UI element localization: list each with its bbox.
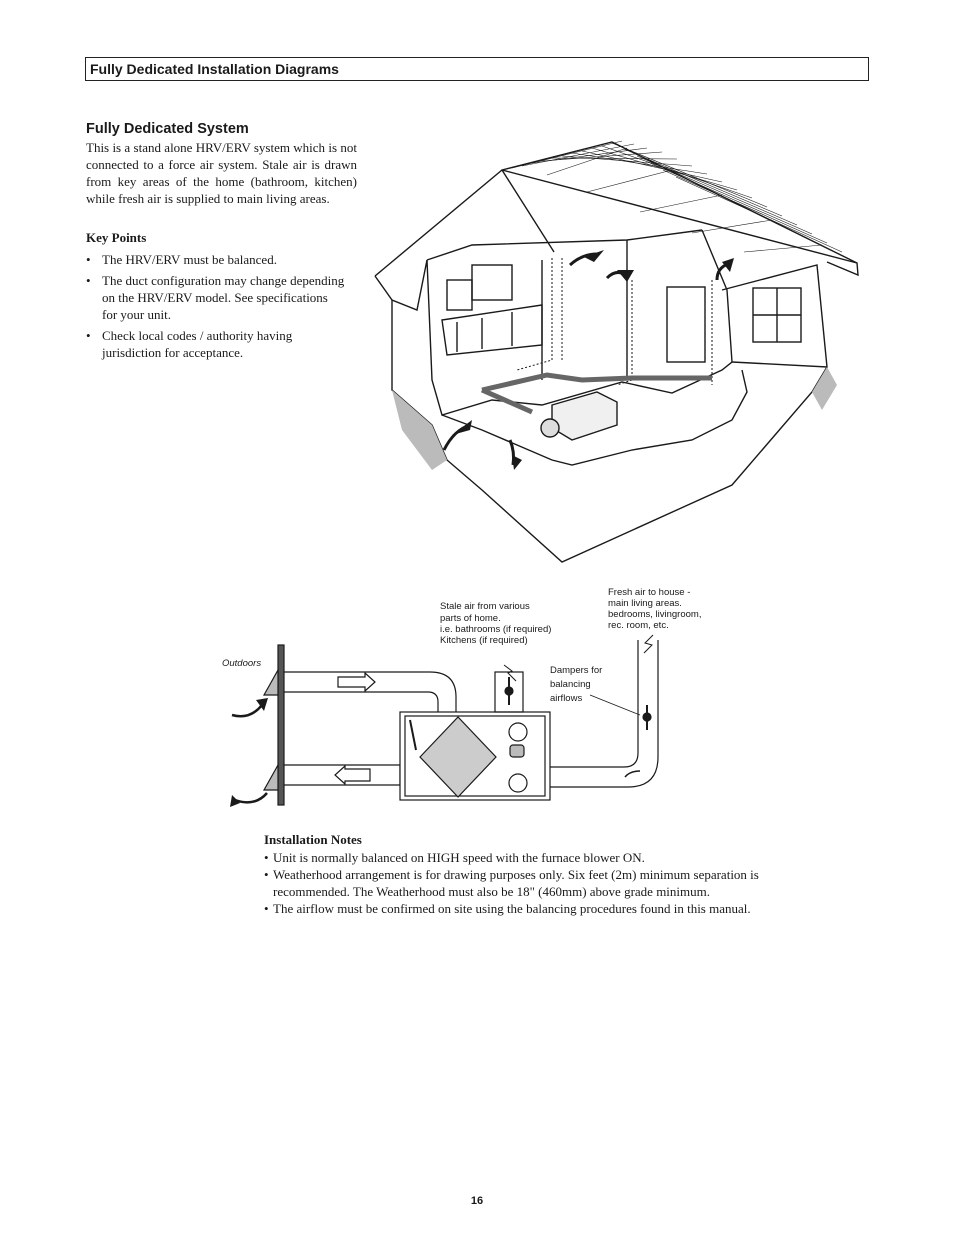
key-points-list	[86, 251, 346, 365]
fresh-air-line: rec. room, etc.	[608, 620, 669, 631]
dampers-line: balancing	[550, 679, 591, 690]
section-header-title: Fully Dedicated Installation Diagrams	[90, 61, 339, 77]
installation-note-item: • Unit is normally balanced on HIGH speed with the furnace blower ON.	[264, 849, 804, 866]
fresh-air-label	[608, 587, 704, 631]
key-point-item: • Check local codes / authority having jurisdiction for acceptance.	[86, 327, 346, 361]
installation-notes-title: Installation Notes	[264, 832, 362, 847]
stale-air-line: Stale air from various	[440, 601, 530, 612]
stale-air-line: Kitchens (if required)	[440, 635, 528, 646]
fresh-air-line: Fresh air to house -	[608, 587, 691, 598]
installation-notes-list	[264, 849, 804, 917]
fresh-air-line: bedrooms, livingroom,	[608, 609, 702, 620]
intro-paragraph: This is a stand alone HRV/ERV system which is not connected to a force air system. Stale air is drawn from key areas of the home (bathroom, kitchen) while fresh air is supplied to main living areas.	[86, 140, 357, 206]
dampers-label	[550, 665, 605, 704]
stale-air-line: i.e. bathrooms (if required)	[440, 624, 552, 635]
key-point-item: • The HRV/ERV must be balanced.	[86, 251, 346, 268]
installation-note-item: • Weatherhood arrangement is for drawing purposes only. Six feet (2m) minimum separation is recommended. The Weatherhood must also be 18" (460mm) above grade minimum.	[264, 866, 804, 900]
stale-air-line: parts of home.	[440, 613, 501, 624]
hrv-duct-schematic	[220, 585, 740, 825]
house-cutaway-illustration	[372, 130, 862, 570]
key-points-title: Key Points	[86, 230, 147, 245]
stale-air-label	[440, 601, 554, 646]
section-header	[85, 57, 869, 81]
page-number: 16	[470, 1195, 484, 1207]
section-title: Fully Dedicated System	[86, 121, 249, 137]
outdoors-label: Outdoors	[222, 658, 262, 669]
installation-note-item: • The airflow must be confirmed on site using the balancing procedures found in this manual.	[264, 900, 804, 917]
key-point-item: • The duct configuration may change depending on the HRV/ERV model. See specifications for your unit.	[86, 272, 346, 323]
dampers-line: Dampers for	[550, 665, 603, 676]
dampers-line: airflows	[550, 693, 583, 704]
fresh-air-line: main living areas.	[608, 598, 682, 609]
